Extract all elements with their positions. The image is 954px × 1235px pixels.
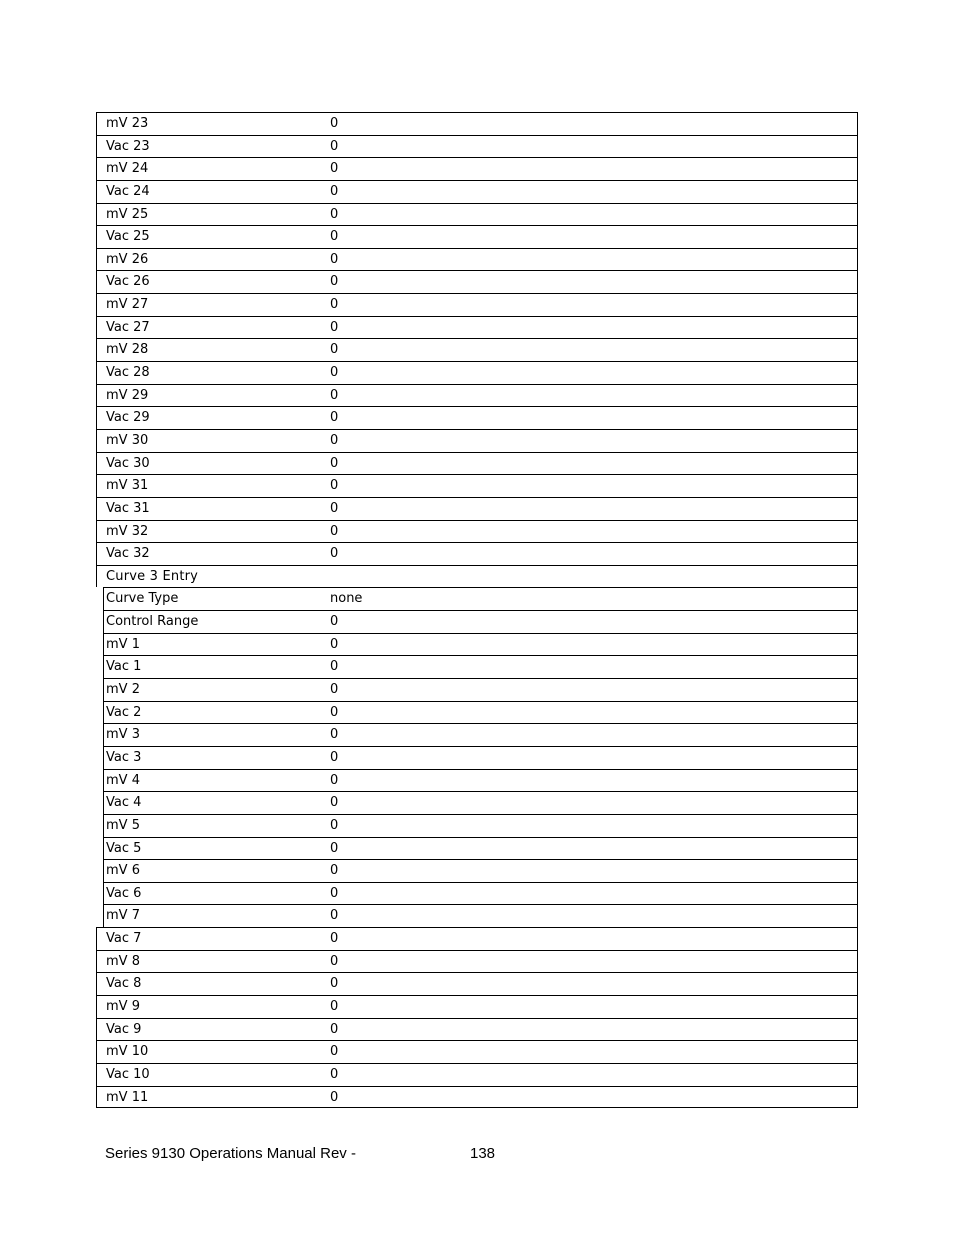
row-value: 0: [330, 840, 339, 856]
row-value: 0: [330, 1021, 339, 1037]
row-label: Vac 23: [106, 138, 150, 154]
row-value: none: [330, 591, 363, 607]
row-value: 0: [330, 908, 339, 924]
row-label: mV 11: [106, 1089, 149, 1105]
row-value: 0: [330, 229, 339, 245]
row-value: 0: [330, 387, 339, 403]
row-value: 0: [330, 1089, 339, 1105]
row-value: 0: [330, 682, 339, 698]
row-value: 0: [330, 297, 339, 313]
row-value: 0: [330, 478, 339, 494]
row-label: mV 3: [106, 727, 140, 743]
row-label: mV 28: [106, 342, 149, 358]
table-row: [103, 723, 858, 746]
row-label: Vac 3: [106, 749, 142, 765]
row-label: Vac 26: [106, 274, 150, 290]
table-row: [96, 157, 858, 180]
row-value: 0: [330, 727, 339, 743]
table-row: [103, 701, 858, 724]
row-label: mV 27: [106, 297, 149, 313]
table-row: [103, 769, 858, 792]
parameter-table: [96, 112, 858, 1108]
row-label: mV 30: [106, 432, 149, 448]
row-value: 0: [330, 546, 339, 562]
row-value: 0: [330, 251, 339, 267]
row-label: Vac 32: [106, 546, 150, 562]
table-row: [96, 1040, 858, 1063]
row-value: 0: [330, 410, 339, 426]
row-label: Vac 8: [106, 976, 142, 992]
row-label: Vac 30: [106, 455, 150, 471]
row-label: Vac 5: [106, 840, 142, 856]
row-value: 0: [330, 523, 339, 539]
table-row: [96, 474, 858, 497]
row-value: 0: [330, 1044, 339, 1060]
row-label: Vac 9: [106, 1021, 142, 1037]
table-row: [96, 203, 858, 226]
table-row: [103, 587, 858, 610]
table-row: [96, 972, 858, 995]
row-value: 0: [330, 704, 339, 720]
row-value: 0: [330, 614, 339, 630]
row-label: mV 6: [106, 863, 140, 879]
table-row: [96, 384, 858, 407]
table-row: [103, 791, 858, 814]
row-value: 0: [330, 749, 339, 765]
row-value: 0: [330, 885, 339, 901]
table-row: [96, 520, 858, 543]
footer-manual-title: Series 9130 Operations Manual Rev -: [105, 1145, 356, 1162]
table-row: [96, 293, 858, 316]
table-row: [96, 497, 858, 520]
table-row: [96, 995, 858, 1018]
row-label: Vac 28: [106, 365, 150, 381]
table-row: [96, 406, 858, 429]
row-value: 0: [330, 116, 339, 131]
table-row: [103, 814, 858, 837]
row-label: Vac 4: [106, 795, 142, 811]
table-row: [103, 882, 858, 905]
row-label: Vac 6: [106, 885, 142, 901]
table-row: [96, 1018, 858, 1041]
row-value: 0: [330, 206, 339, 222]
row-value: 0: [330, 976, 339, 992]
row-label: mV 29: [106, 387, 149, 403]
row-value: 0: [330, 998, 339, 1014]
row-label: Control Range: [106, 614, 199, 630]
table-row: [103, 610, 858, 633]
row-label: mV 24: [106, 161, 149, 177]
row-value: 0: [330, 863, 339, 879]
row-label: mV 1: [106, 636, 140, 652]
row-value: 0: [330, 319, 339, 335]
row-value: 0: [330, 931, 339, 947]
row-label: mV 9: [106, 998, 140, 1014]
row-value: 0: [330, 161, 339, 177]
row-value: 0: [330, 953, 339, 969]
table-row: [96, 361, 858, 384]
row-value: 0: [330, 455, 339, 471]
row-value: 0: [330, 817, 339, 833]
row-value: 0: [330, 365, 339, 381]
row-value: 0: [330, 342, 339, 358]
table-row: [96, 225, 858, 248]
row-label: Curve Type: [106, 591, 179, 607]
table-row: [96, 950, 858, 973]
table-row: [96, 180, 858, 203]
row-label: Vac 27: [106, 319, 150, 335]
table-row: [103, 678, 858, 701]
row-label: Vac 24: [106, 183, 150, 199]
row-label: mV 8: [106, 953, 140, 969]
row-label: Vac 29: [106, 410, 150, 426]
row-label: Vac 1: [106, 659, 142, 675]
row-label: Vac 25: [106, 229, 150, 245]
table-row: [103, 859, 858, 882]
row-label: mV 23: [106, 116, 149, 131]
table-row: [103, 904, 858, 927]
table-row: [96, 316, 858, 339]
row-value: 0: [330, 432, 339, 448]
row-value: 0: [330, 274, 339, 290]
row-value: 0: [330, 636, 339, 652]
row-value: 0: [330, 138, 339, 154]
table-row: [96, 1063, 858, 1086]
row-label: mV 4: [106, 772, 140, 788]
table-row: [96, 452, 858, 475]
row-label: Vac 31: [106, 500, 150, 516]
row-value: 0: [330, 795, 339, 811]
row-label: mV 5: [106, 817, 140, 833]
row-value: 0: [330, 772, 339, 788]
row-label: Vac 10: [106, 1066, 150, 1082]
table-row: [96, 248, 858, 271]
table-row: [103, 837, 858, 860]
row-label: mV 7: [106, 908, 140, 924]
row-label: mV 25: [106, 206, 149, 222]
table-row: [103, 633, 858, 656]
row-label: mV 31: [106, 478, 149, 494]
table-row: [96, 542, 858, 565]
table-row: [96, 270, 858, 293]
row-label: Vac 2: [106, 704, 142, 720]
row-value: 0: [330, 500, 339, 516]
row-value: 0: [330, 1066, 339, 1082]
row-label: mV 26: [106, 251, 149, 267]
table-row: [96, 112, 858, 135]
table-row: [96, 429, 858, 452]
table-row: [103, 746, 858, 769]
table-row: [96, 338, 858, 361]
section-title: Curve 3 Entry: [106, 568, 199, 584]
table-row: [96, 1086, 858, 1109]
row-label: mV 32: [106, 523, 149, 539]
row-value: 0: [330, 183, 339, 199]
table-row: [103, 655, 858, 678]
row-label: mV 10: [106, 1044, 149, 1060]
section-header: [96, 565, 858, 588]
page-number: 138: [470, 1145, 496, 1162]
table-row: [96, 927, 858, 950]
row-label: Vac 7: [106, 931, 142, 947]
table-row: [96, 135, 858, 158]
row-label: mV 2: [106, 682, 140, 698]
row-value: 0: [330, 659, 339, 675]
